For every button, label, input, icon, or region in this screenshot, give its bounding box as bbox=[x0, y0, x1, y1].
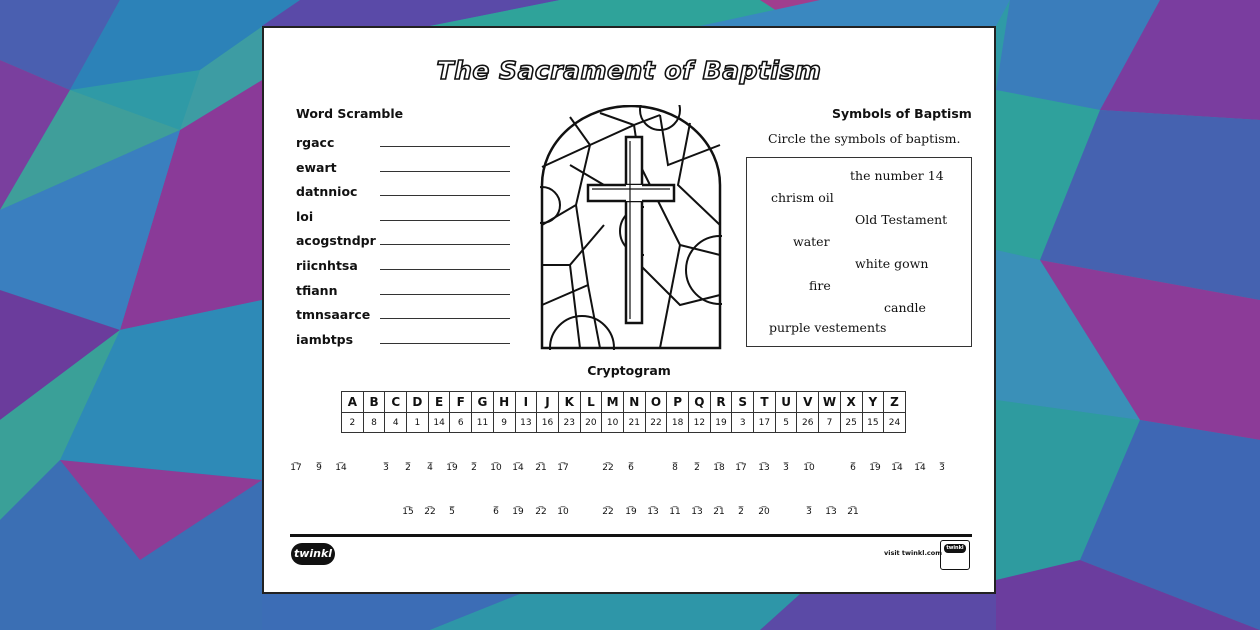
code-blank[interactable] bbox=[552, 500, 574, 517]
symbols-heading: Symbols of Baptism bbox=[832, 106, 972, 121]
code-number: 14 bbox=[512, 463, 524, 473]
code-number: 2 bbox=[738, 507, 744, 517]
code-number: 3 bbox=[383, 463, 389, 473]
code-blank[interactable] bbox=[753, 500, 775, 517]
symbol-option[interactable]: water bbox=[793, 234, 830, 249]
cipher-letter: G bbox=[472, 392, 494, 413]
badge-label: twinkl bbox=[944, 544, 966, 553]
code-blank[interactable] bbox=[308, 456, 330, 473]
cipher-number: 24 bbox=[884, 413, 906, 433]
code-blank[interactable] bbox=[485, 500, 507, 517]
code-number: 13 bbox=[758, 463, 770, 473]
cipher-letter: A bbox=[342, 392, 364, 413]
cipher-letter: J bbox=[537, 392, 559, 413]
blank-line[interactable]: _ bbox=[650, 498, 656, 508]
code-number: 20 bbox=[758, 507, 770, 517]
scramble-word: tmnsaarce bbox=[296, 307, 371, 323]
code-blank[interactable] bbox=[620, 500, 642, 517]
cryptogram-heading: Cryptogram bbox=[587, 363, 671, 378]
cipher-number: 19 bbox=[710, 413, 732, 433]
code-number: 22 bbox=[602, 507, 614, 517]
blank-line[interactable]: _ bbox=[806, 498, 812, 508]
scramble-word: iambtps bbox=[296, 331, 354, 347]
code-number: 6 bbox=[493, 507, 499, 517]
code-blank[interactable] bbox=[753, 456, 775, 473]
answer-line[interactable] bbox=[380, 269, 510, 270]
cipher-letter: S bbox=[732, 392, 754, 413]
code-number: 21 bbox=[713, 507, 725, 517]
code-blank[interactable] bbox=[441, 500, 463, 517]
answer-line[interactable] bbox=[380, 343, 510, 344]
blank-line[interactable]: _ bbox=[405, 454, 411, 464]
cipher-letter: O bbox=[645, 392, 667, 413]
blank-line[interactable]: _ bbox=[761, 454, 767, 464]
blank-line[interactable]: _ bbox=[917, 454, 923, 464]
cipher-number: 21 bbox=[623, 413, 645, 433]
blank-line[interactable]: _ bbox=[493, 454, 499, 464]
cipher-letter: L bbox=[580, 392, 602, 413]
code-blank[interactable] bbox=[397, 500, 419, 517]
symbol-option[interactable]: fire bbox=[809, 278, 831, 293]
cipher-letter: C bbox=[385, 392, 407, 413]
code-blank[interactable] bbox=[730, 456, 752, 473]
blank-line[interactable]: _ bbox=[894, 454, 900, 464]
blank-line[interactable]: _ bbox=[605, 454, 611, 464]
cipher-number: 20 bbox=[580, 413, 602, 433]
code-number: 17 bbox=[557, 463, 569, 473]
code-blank[interactable] bbox=[708, 456, 730, 473]
cipher-number: 2 bbox=[342, 413, 364, 433]
code-number: 17 bbox=[735, 463, 747, 473]
code-blank[interactable] bbox=[285, 456, 307, 473]
cipher-letter: D bbox=[407, 392, 429, 413]
cipher-number: 16 bbox=[537, 413, 559, 433]
code-blank[interactable] bbox=[909, 456, 931, 473]
cipher-numbers-row bbox=[342, 413, 906, 433]
code-number: 3 bbox=[783, 463, 789, 473]
scramble-word: riicnhtsa bbox=[296, 257, 358, 273]
blank-line[interactable]: _ bbox=[560, 454, 566, 464]
code-number: 15 bbox=[402, 507, 414, 517]
code-number: 13 bbox=[691, 507, 703, 517]
code-number: 2 bbox=[405, 463, 411, 473]
code-blank[interactable] bbox=[419, 500, 441, 517]
worksheet bbox=[262, 26, 996, 594]
code-blank[interactable] bbox=[886, 456, 908, 473]
cipher-number: 9 bbox=[493, 413, 515, 433]
blank-line[interactable]: _ bbox=[293, 454, 299, 464]
symbol-option[interactable]: Old Testament bbox=[855, 212, 948, 227]
blank-line[interactable]: _ bbox=[538, 454, 544, 464]
cipher-number: 10 bbox=[602, 413, 624, 433]
cipher-letter: M bbox=[602, 392, 624, 413]
code-blank[interactable] bbox=[530, 456, 552, 473]
scramble-word: rgacc bbox=[296, 135, 335, 150]
blank-line[interactable]: _ bbox=[405, 498, 411, 508]
blank-line[interactable]: _ bbox=[872, 454, 878, 464]
cipher-number: 25 bbox=[840, 413, 862, 433]
code-number: 13 bbox=[825, 507, 837, 517]
code-number: 3 bbox=[806, 507, 812, 517]
cipher-letter: X bbox=[840, 392, 862, 413]
blank-line[interactable]: _ bbox=[783, 454, 789, 464]
blank-line[interactable]: _ bbox=[515, 498, 521, 508]
code-blank[interactable] bbox=[664, 456, 686, 473]
code-blank[interactable] bbox=[864, 456, 886, 473]
code-blank[interactable] bbox=[597, 500, 619, 517]
code-number: 10 bbox=[803, 463, 815, 473]
code-number: 21 bbox=[535, 463, 547, 473]
cipher-number: 23 bbox=[558, 413, 580, 433]
blank-line[interactable]: _ bbox=[383, 454, 389, 464]
blank-line[interactable]: _ bbox=[427, 454, 433, 464]
blank-line[interactable]: _ bbox=[316, 454, 322, 464]
cipher-letter: U bbox=[775, 392, 797, 413]
cipher-letter: B bbox=[363, 392, 385, 413]
code-blank[interactable] bbox=[842, 500, 864, 517]
symbol-option[interactable]: chrism oil bbox=[771, 190, 834, 205]
code-number: 9 bbox=[316, 463, 322, 473]
cipher-letter: P bbox=[667, 392, 689, 413]
blank-line[interactable]: _ bbox=[515, 454, 521, 464]
cipher-number: 3 bbox=[732, 413, 754, 433]
code-number: 19 bbox=[625, 507, 637, 517]
code-number: 17 bbox=[290, 463, 302, 473]
blank-line[interactable]: _ bbox=[850, 454, 856, 464]
cipher-number: 18 bbox=[667, 413, 689, 433]
blank-line[interactable]: _ bbox=[806, 454, 812, 464]
code-number: 6 bbox=[850, 463, 856, 473]
code-blank[interactable] bbox=[708, 500, 730, 517]
code-number: 11 bbox=[669, 507, 681, 517]
blank-line[interactable]: _ bbox=[828, 498, 834, 508]
cipher-number: 7 bbox=[819, 413, 841, 433]
cipher-number: 26 bbox=[797, 413, 819, 433]
cipher-letter: Z bbox=[884, 392, 906, 413]
answer-line[interactable] bbox=[380, 318, 510, 319]
blank-line[interactable]: _ bbox=[338, 454, 344, 464]
code-blank[interactable] bbox=[798, 456, 820, 473]
cipher-number: 15 bbox=[862, 413, 884, 433]
code-number: 21 bbox=[847, 507, 859, 517]
blank-line[interactable]: _ bbox=[493, 498, 499, 508]
code-number: 14 bbox=[335, 463, 347, 473]
answer-line[interactable] bbox=[380, 244, 510, 245]
blank-line[interactable]: _ bbox=[939, 454, 945, 464]
symbols-instruction: Circle the symbols of baptism. bbox=[768, 131, 961, 146]
code-number: 19 bbox=[512, 507, 524, 517]
cipher-letter: Q bbox=[689, 392, 711, 413]
blank-line[interactable]: _ bbox=[850, 498, 856, 508]
quality-badge-icon bbox=[940, 540, 970, 570]
code-number: 22 bbox=[424, 507, 436, 517]
scramble-word: acogstndpr bbox=[296, 233, 376, 249]
blank-line[interactable]: _ bbox=[427, 498, 433, 508]
code-number: 8 bbox=[672, 463, 678, 473]
word-scramble-heading: Word Scramble bbox=[296, 106, 404, 121]
cipher-number: 6 bbox=[450, 413, 472, 433]
symbols-box bbox=[746, 157, 972, 347]
code-blank[interactable] bbox=[419, 456, 441, 473]
cipher-letter: W bbox=[819, 392, 841, 413]
code-number: 14 bbox=[891, 463, 903, 473]
code-number: 5 bbox=[449, 507, 455, 517]
code-blank[interactable] bbox=[441, 456, 463, 473]
blank-line[interactable]: _ bbox=[449, 498, 455, 508]
blank-line[interactable]: _ bbox=[738, 454, 744, 464]
cipher-letters-row bbox=[342, 392, 906, 413]
page-title: The Sacrament of Baptism bbox=[436, 56, 822, 85]
blank-line[interactable]: _ bbox=[672, 454, 678, 464]
cipher-number: 4 bbox=[385, 413, 407, 433]
code-blank[interactable] bbox=[931, 456, 953, 473]
cipher-letter: R bbox=[710, 392, 732, 413]
code-blank[interactable] bbox=[552, 456, 574, 473]
symbol-option[interactable]: candle bbox=[884, 300, 926, 315]
code-number: 4 bbox=[427, 463, 433, 473]
code-blank[interactable] bbox=[507, 500, 529, 517]
symbol-option[interactable]: white gown bbox=[855, 256, 929, 271]
code-number: 19 bbox=[446, 463, 458, 473]
code-number: 22 bbox=[602, 463, 614, 473]
code-number: 3 bbox=[939, 463, 945, 473]
cipher-letter: N bbox=[623, 392, 645, 413]
blank-line[interactable]: _ bbox=[560, 498, 566, 508]
blank-line[interactable]: _ bbox=[605, 498, 611, 508]
code-blank[interactable] bbox=[686, 500, 708, 517]
code-blank[interactable] bbox=[507, 456, 529, 473]
answer-line[interactable] bbox=[380, 220, 510, 221]
cipher-letter: Y bbox=[862, 392, 884, 413]
cipher-letter: I bbox=[515, 392, 537, 413]
cipher-number: 22 bbox=[645, 413, 667, 433]
blank-line[interactable]: _ bbox=[738, 498, 744, 508]
code-number: 19 bbox=[869, 463, 881, 473]
blank-line[interactable]: _ bbox=[716, 498, 722, 508]
cipher-letter: V bbox=[797, 392, 819, 413]
blank-line[interactable]: _ bbox=[716, 454, 722, 464]
code-blank[interactable] bbox=[842, 456, 864, 473]
code-blank[interactable] bbox=[642, 500, 664, 517]
blank-line[interactable]: _ bbox=[538, 498, 544, 508]
blank-line[interactable]: _ bbox=[449, 454, 455, 464]
blank-line[interactable]: _ bbox=[672, 498, 678, 508]
cipher-letter: H bbox=[493, 392, 515, 413]
cipher-letter: F bbox=[450, 392, 472, 413]
twinkl-logo[interactable]: twinkl bbox=[291, 543, 335, 565]
cipher-number: 17 bbox=[754, 413, 776, 433]
cipher-number: 12 bbox=[689, 413, 711, 433]
code-blank[interactable] bbox=[664, 500, 686, 517]
blank-line[interactable]: _ bbox=[471, 454, 477, 464]
cipher-number: 5 bbox=[775, 413, 797, 433]
scramble-word: datnnioc bbox=[296, 184, 358, 200]
code-blank[interactable] bbox=[485, 456, 507, 473]
code-blank[interactable] bbox=[686, 456, 708, 473]
cipher-number: 11 bbox=[472, 413, 494, 433]
code-number: 2 bbox=[471, 463, 477, 473]
code-number: 10 bbox=[557, 507, 569, 517]
cipher-number: 8 bbox=[363, 413, 385, 433]
code-number: 14 bbox=[914, 463, 926, 473]
code-blank[interactable] bbox=[530, 500, 552, 517]
code-number: 10 bbox=[490, 463, 502, 473]
stained-glass-cross-illustration[interactable] bbox=[540, 105, 722, 350]
blank-line[interactable]: _ bbox=[694, 454, 700, 464]
code-number: 22 bbox=[535, 507, 547, 517]
footer-divider bbox=[290, 534, 972, 537]
code-blank[interactable] bbox=[798, 500, 820, 517]
visit-link[interactable]: visit twinkl.com bbox=[884, 549, 943, 557]
code-blank[interactable] bbox=[375, 456, 397, 473]
symbol-option[interactable]: purple vestements bbox=[769, 320, 887, 335]
cipher-letter: E bbox=[428, 392, 450, 413]
code-blank[interactable] bbox=[620, 456, 642, 473]
answer-line[interactable] bbox=[380, 195, 510, 196]
scramble-word: tfiann bbox=[296, 282, 338, 298]
cipher-key-table bbox=[341, 391, 906, 433]
code-blank[interactable] bbox=[730, 500, 752, 517]
code-number: 2 bbox=[694, 463, 700, 473]
cipher-number: 1 bbox=[407, 413, 429, 433]
code-blank[interactable] bbox=[820, 500, 842, 517]
code-number: 6 bbox=[628, 463, 634, 473]
answer-line[interactable] bbox=[380, 146, 510, 147]
code-blank[interactable] bbox=[597, 456, 619, 473]
scramble-word: loi bbox=[296, 208, 314, 224]
blank-line[interactable]: _ bbox=[628, 498, 634, 508]
cipher-number: 14 bbox=[428, 413, 450, 433]
symbol-option[interactable]: the number 14 bbox=[850, 168, 944, 183]
blank-line[interactable]: _ bbox=[628, 454, 634, 464]
code-blank[interactable] bbox=[330, 456, 352, 473]
code-blank[interactable] bbox=[397, 456, 419, 473]
code-blank[interactable] bbox=[775, 456, 797, 473]
blank-line[interactable]: _ bbox=[694, 498, 700, 508]
answer-line[interactable] bbox=[380, 171, 510, 172]
cipher-letter: K bbox=[558, 392, 580, 413]
cipher-number: 13 bbox=[515, 413, 537, 433]
scramble-word: ewart bbox=[296, 159, 337, 175]
answer-line[interactable] bbox=[380, 294, 510, 295]
code-number: 13 bbox=[647, 507, 659, 517]
blank-line[interactable]: _ bbox=[761, 498, 767, 508]
code-blank[interactable] bbox=[463, 456, 485, 473]
cipher-letter: T bbox=[754, 392, 776, 413]
code-number: 18 bbox=[713, 463, 725, 473]
